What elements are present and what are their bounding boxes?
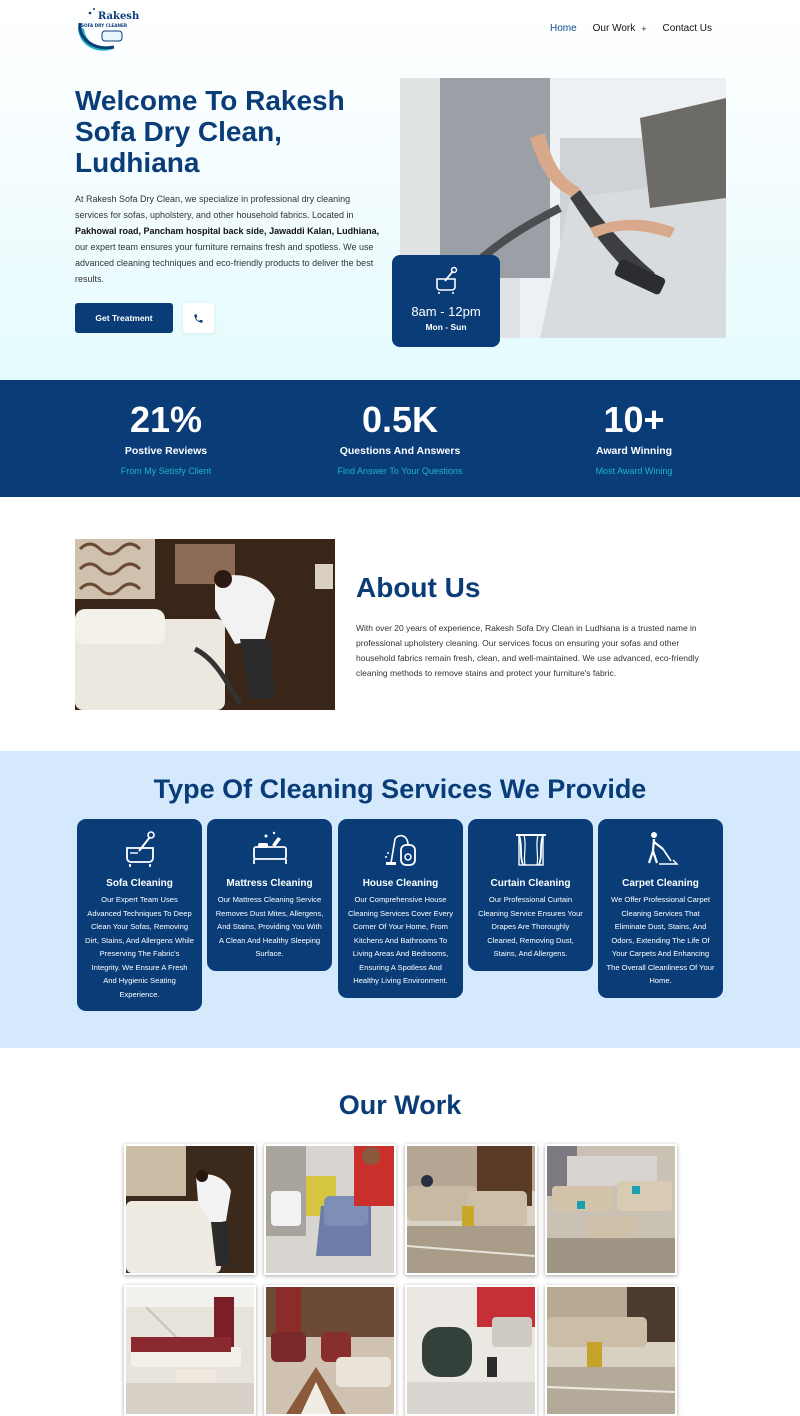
service-desc: Our Professional Curtain Cleaning Service Ensures Your Drapes Are Thoroughly Cleaned, Removing Dust, Stains, And Allergens. — [478, 895, 583, 958]
nav-our-work[interactable]: Our Work + — [592, 23, 647, 34]
sofa-cleaning-icon — [120, 829, 160, 869]
svg-text:SOFA DRY CLEANER: SOFA DRY CLEANER — [81, 23, 128, 28]
carpet-cleaning-icon — [641, 829, 681, 869]
service-title: Curtain Cleaning — [490, 878, 571, 889]
stats-section — [0, 380, 800, 497]
service-card-mattress[interactable] — [207, 819, 332, 971]
stat-value: 10+ — [603, 399, 665, 440]
our-work-title: Our Work — [338, 1090, 462, 1120]
stat-subtext: Find Answer To Your Questions — [337, 466, 463, 476]
service-card-carpet[interactable] — [598, 819, 723, 998]
hero-title: Welcome To Rakesh Sofa Dry Clean, Ludhiana — [75, 85, 345, 178]
plus-icon: + — [641, 23, 647, 34]
hero-description: At Rakesh Sofa Dry Clean, we specialize in professional dry cleaning services for sofas, upholstery, and other household fabrics. Located in Pakhowal road, Pancham hospital back side, Jawaddi Kalan, Ludhiana, our expert team ensures your furniture remains fresh and spotless. We use advanced cleaning techniques and eco-friendly products to deliver the best results. — [75, 194, 380, 284]
service-card-house[interactable] — [338, 819, 463, 998]
service-title: House Cleaning — [362, 878, 439, 889]
stat-label: Postive Reviews — [124, 445, 208, 457]
service-title: Mattress Cleaning — [226, 878, 313, 889]
service-card-curtain[interactable] — [468, 819, 593, 971]
vacuum-icon — [381, 829, 421, 869]
work-photo[interactable] — [124, 1144, 256, 1275]
work-photo[interactable] — [405, 1285, 537, 1416]
stat-label: Award Winning — [595, 445, 673, 457]
service-desc: We Offer Professional Carpet Cleaning Services That Eliminate Dust, Stains, And Odors, Extending The Life Of Your Carpets And Enhancing The Overall Cleanliness Of Your Home. — [606, 895, 715, 985]
nav-home[interactable]: Home — [549, 23, 577, 34]
main-nav — [534, 23, 712, 34]
service-desc: Our Expert Team Uses Advanced Techniques To Deep Clean Your Sofas, Removing Dirt, Stains, And Allergens While Preserving The Fabric's Integrity. We Ensure A Fresh And Hygienic Seating Experience. — [85, 895, 194, 999]
phone-button[interactable] — [183, 303, 214, 333]
work-photo[interactable] — [124, 1285, 256, 1416]
work-photo[interactable] — [405, 1144, 537, 1275]
nav-contact-us[interactable]: Contact Us — [662, 23, 712, 34]
service-title: Sofa Cleaning — [106, 878, 173, 889]
about-text: With over 20 years of experience, Rakesh Sofa Dry Clean in Ludhiana is a trusted name in professional upholstery cleaning. Our services focus on ensuring your sofas and other household fabrics remain fresh, clean, and well-maintained. We use advanced, eco-friendly cleaning methods to remove stains and protect your furniture's fabric. — [356, 623, 699, 678]
get-treatment-button[interactable]: Get Treatment — [75, 303, 173, 333]
stat-awards — [519, 380, 749, 476]
svg-text:Rakesh: Rakesh — [98, 11, 140, 22]
work-photo[interactable] — [264, 1144, 396, 1275]
service-card-sofa[interactable] — [77, 819, 202, 1011]
stat-subtext: From My Setisfy Client — [120, 466, 212, 476]
about-image — [75, 539, 335, 710]
services-section — [0, 751, 800, 1048]
work-photo[interactable] — [545, 1285, 677, 1416]
work-photo[interactable] — [545, 1144, 677, 1275]
services-title: Type Of Cleaning Services We Provide — [153, 774, 647, 804]
hero-section — [0, 0, 800, 380]
hours-card — [392, 255, 500, 347]
curtain-icon — [511, 829, 551, 869]
phone-icon — [193, 313, 204, 324]
stat-reviews — [51, 380, 281, 476]
service-title: Carpet Cleaning — [622, 878, 699, 889]
stat-subtext: Most Award Wining — [595, 466, 673, 476]
hero-address: Pakhowal road, Pancham hospital back side, Jawaddi Kalan, Ludhiana, — [75, 226, 380, 236]
stat-value: 0.5K — [361, 399, 439, 440]
stat-questions — [285, 380, 515, 476]
work-photo[interactable] — [264, 1285, 396, 1416]
sofa-cleaning-icon — [431, 265, 461, 295]
service-desc: Our Comprehensive House Cleaning Services Cover Every Corner Of Your Home, From Kitchens And Bathrooms To Living Areas And Bedrooms, Ensuring A Spotless And Healthy Living Environment. — [347, 895, 454, 985]
site-logo[interactable] — [74, 5, 140, 53]
mattress-icon — [250, 829, 290, 869]
about-title: About Us — [356, 572, 481, 603]
service-desc: Our Mattress Cleaning Service Removes Dust Mites, Allergens, And Stains, Providing You With A Clean And Healthy Sleeping Surface. — [215, 895, 324, 958]
days-text: Mon - Sun — [425, 322, 467, 332]
stat-label: Questions And Answers — [339, 445, 461, 457]
stat-value: 21% — [129, 399, 203, 440]
hours-text: 8am - 12pm — [411, 304, 481, 319]
